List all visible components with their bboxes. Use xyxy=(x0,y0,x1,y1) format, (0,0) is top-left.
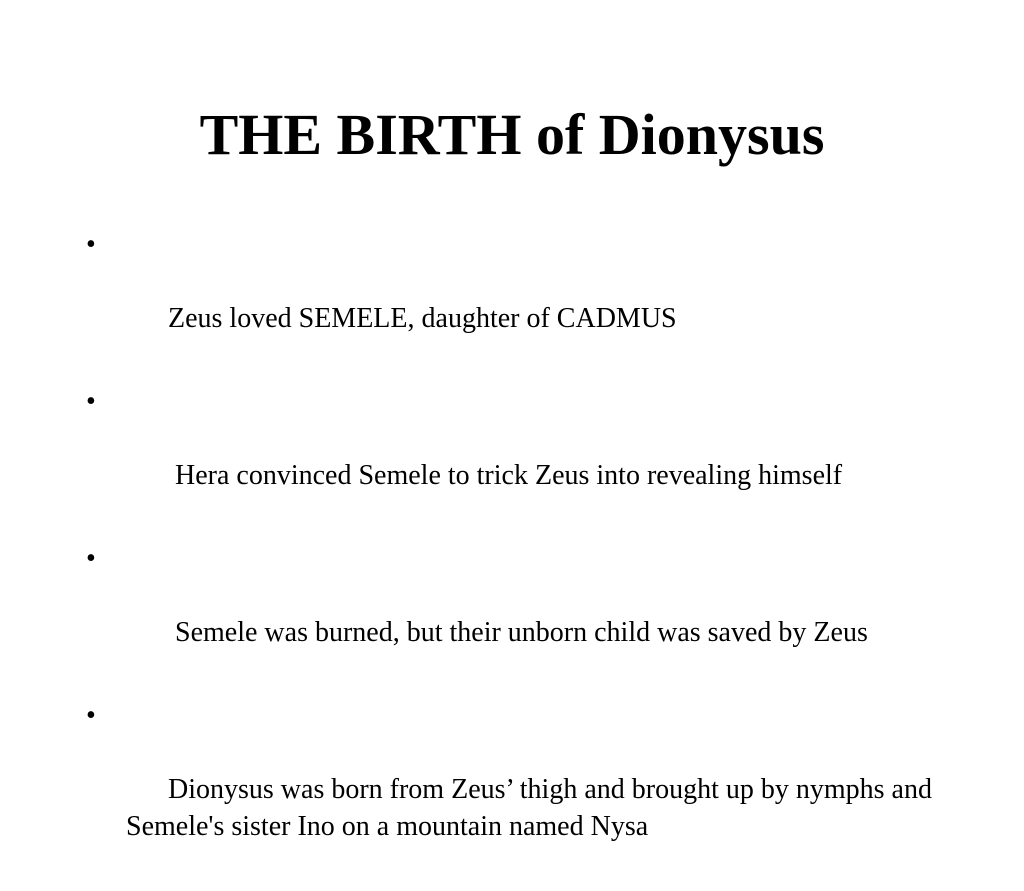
bullet-icon: • xyxy=(86,543,96,574)
bullet-item xyxy=(86,226,966,374)
bullet-text: Hera convinced Semele to trick Zeus into revealing himself xyxy=(168,460,843,491)
bullet-icon: • xyxy=(86,386,96,417)
bullet-icon: • xyxy=(86,700,96,731)
bullet-list xyxy=(86,226,966,891)
bullet-text: Zeus loved SEMELE, daughter of CADMUS xyxy=(168,303,677,334)
bullet-item xyxy=(86,697,966,882)
bullet-item xyxy=(86,383,966,531)
bullet-text: Semele was burned, but their unborn child was saved by Zeus xyxy=(168,617,868,648)
slide-title: THE BIRTH of Dionysus xyxy=(199,102,825,167)
bullet-icon: • xyxy=(86,229,96,260)
bullet-text: Dionysus was born from Zeus’ thigh and brought up by nymphs and Semele's sister Ino on a mountain named Nysa xyxy=(126,774,939,842)
bullet-item xyxy=(86,540,966,688)
